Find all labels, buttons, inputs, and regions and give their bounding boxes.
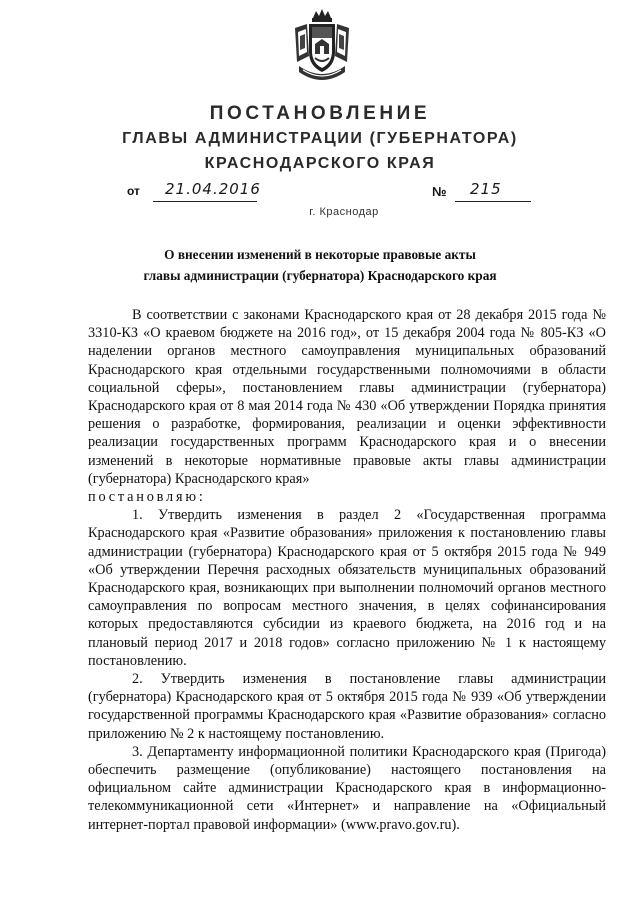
date-prefix-label: от [127,184,140,198]
document-title-line-2: главы администрации (губернатора) Краснодарского края [143,268,497,283]
item-1-paragraph: 1. Утвердить изменения в раздел 2 «Государственная программа Краснодарского края «Развитие образования» приложения к постановлению главы администрации (губернатора) Краснодарского края от 5 октября 2015 года № 949 «Об утверждении Перечня расходных обязательств муниципальных образований Краснодарского края, возникающих при выполнении полномочий органов местного самоуправления по вопросам местного значения, в целях софинансирования которых предоставляются субсидии из краевого бюджета, на 2016 год и на плановый период 2017 и 2018 годов» согласно приложению № 1 к настоящему постановлению. [88,507,606,669]
handwritten-number: 215 [470,180,502,198]
issuer-heading: ГЛАВЫ АДМИНИСТРАЦИИ (ГУБЕРНАТОРА) [122,130,518,147]
document-body [88,306,606,834]
decree-word-text: постановляю: [88,489,206,506]
preamble-paragraph: В соответствии с законами Краснодарского края от 28 декабря 2015 года № 3310-КЗ «О краевом бюджете на 2016 год», от 15 декабря 2004 года № 805-КЗ «О наделении органов местного самоуправления муниципальных образований Краснодарского края отдельными государственными полномочиями в области социальной сферы», постановлением главы администрации (губернатора) Краснодарского края от 8 мая 2014 года № 430 «Об утверждении Порядка принятия решения о разработке, формирования, реализации и оценки эффективности реализации государственных программ Краснодарского края и о внесении изменений в некоторые нормативные правовые акты главы администрации (губернатора) Краснодарского края» [88,307,606,487]
item-2-paragraph: 2. Утвердить изменения в постановление главы администрации (губернатора) Краснодарского края от 5 октября 2015 года № 939 «Об утверждении государственной программы Краснодарского края «Развитие образования» согласно приложению № 2 к настоящему постановлению. [88,671,606,742]
region-heading: КРАСНОДАРСКОГО КРАЯ [204,155,436,172]
coat-of-arms-emblem [291,8,353,86]
city-label: г. Краснодар [309,206,379,218]
item-3-paragraph: 3. Департаменту информационной политики Краснодарского края (Пригода) обеспечить размещение (опубликование) настоящего постановления на официальном сайте администрации Краснодарского края в информационно-телекоммуникационной сети «Интернет» и направление на «Официальный интернет-портал правовой информации» (www.pravo.gov.ru). [88,743,606,833]
document-title [0,244,640,286]
handwritten-date: 21.04.2016 [165,180,261,198]
document-type-heading: ПОСТАНОВЛЕНИЕ [209,103,431,124]
decree-word [88,488,606,506]
number-prefix-label: № [432,184,447,199]
document-title-line-1: О внесении изменений в некоторые правовые акты [164,247,476,262]
